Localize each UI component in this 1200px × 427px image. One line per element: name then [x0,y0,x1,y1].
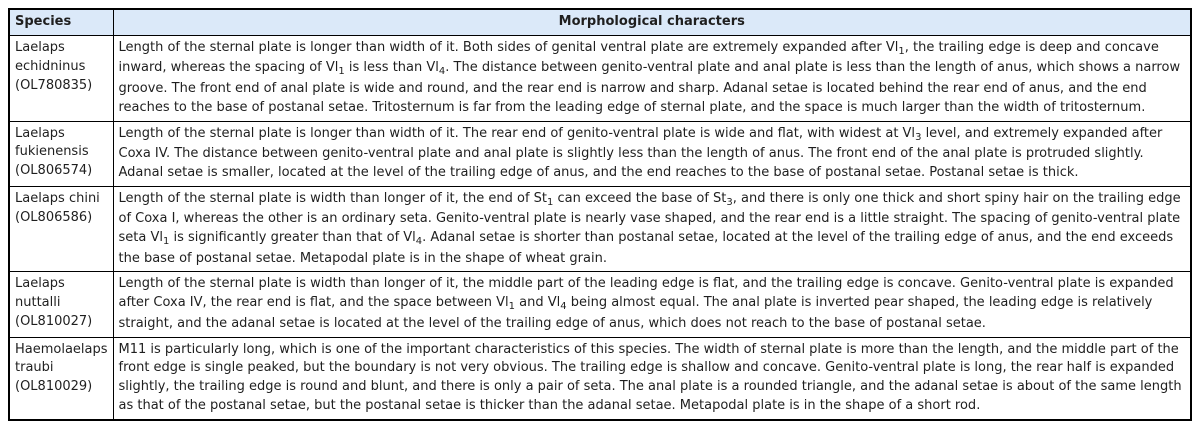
table-row [9,121,1191,186]
subscript: 3 [726,196,733,208]
species-cell: Laelaps chini (OL806586) [9,186,113,272]
subscript: 1 [508,301,515,313]
species-characters-table [8,8,1192,421]
description-cell: M11 is particularly long, which is one of the important characteristics of this species. The width of sternal plate is more than the length, and the middle part of the front edge is single peaked, but the boundary is not very obvious. The trailing edge is shallow and concave. Genito-ventral plate is long, the rear half is expanded slightly, the trailing edge is round and blunt, and there is only a pair of seta. The anal plate is a rounded triangle, and the adanal setae is about of the same length as that of the postanal setae, but the postanal setae is thicker than the adanal setae. Metapodal plate is in the shape of a short rod. [113,337,1191,420]
description-cell: Length of the sternal plate is longer than width of it. Both sides of genital ventral plate are extremely expanded after $Vl_1$, the trailing edge is deep and concave inward, whereas the spacing of $Vl_1$ is less than $Vl_4$. The distance between genito-ventral plate and anal plate is less than the length of anus, which shows a narrow groove. The front end of anal plate is wide and round, and the rear end is narrow and sharp. Adanal setae is located behind the rear end of anus, and the end reaches to the base of postanal setae. Tritosternum is far from the leading edge of sternal plate, and the space is much larger than the width of tritosternum. [113,35,1191,121]
table-header [9,9,1191,35]
characters-column-header: Morphological characters [113,9,1191,35]
description-cell: Length of the sternal plate is longer than width of it. The rear end of genito-ventral plate is wide and flat, with widest at $Vl_3$ level, and extremely expanded after Coxa IV. The distance between genito-ventral plate and anal plate is slightly less than the length of anus. The front end of the anal plate is protruded slightly. Adanal setae is smaller, located at the level of the trailing edge of anus, and the end reaches to the base of postanal setae. Postanal setae is thick. [113,121,1191,186]
subscript: 1 [547,196,554,208]
species-cell: Laelaps nuttalli (OL810027) [9,272,113,337]
description-cell: Length of the sternal plate is width than longer of it, the middle part of the leading edge is flat, and the trailing edge is concave. Genito-ventral plate is expanded after Coxa IV, the rear end is flat, and the space between $Vl_1$ and $Vl_4$ being almost equal. The anal plate is inverted pear shaped, the leading edge is relatively straight, and the adanal setae is located at the level of the trailing edge of anus, which does not reach to the base of postanal setae. [113,272,1191,337]
subscript: 4 [438,66,446,78]
subscript: 1 [162,236,170,248]
table-row [9,272,1191,337]
species-cell: Laelaps fukienensis (OL806574) [9,121,113,186]
description-cell: Length of the sternal plate is width than longer of it, the end of $St_1$ can exceed the base of $St_3$, and there is only one thick and short spiny hair on the trailing edge of Coxa I, whereas the other is an ordinary seta. Genito-ventral plate is nearly vase shaped, and the rear end is a little straight. The spacing of genito-ventral plate seta $Vl_1$ is significantly greater than that of $Vl_4$. Adanal setae is shorter than postanal setae, located at the level of the trailing edge of anus, and the end exceeds the base of postanal setae. Metapodal plate is in the shape of wheat grain. [113,186,1191,272]
table-row [9,35,1191,121]
table-row [9,186,1191,272]
header-row [9,9,1191,35]
table-row [9,337,1191,420]
subscript: 4 [415,236,423,248]
species-cell: Haemolaelaps traubi (OL810029) [9,337,113,420]
table-body [9,35,1191,420]
subscript: 1 [338,66,345,78]
species-cell: Laelaps echidninus (OL780835) [9,35,113,121]
species-column-header: Species [9,9,113,35]
subscript: 3 [915,131,922,143]
subscript: 4 [560,301,567,313]
subscript: 1 [898,45,905,57]
